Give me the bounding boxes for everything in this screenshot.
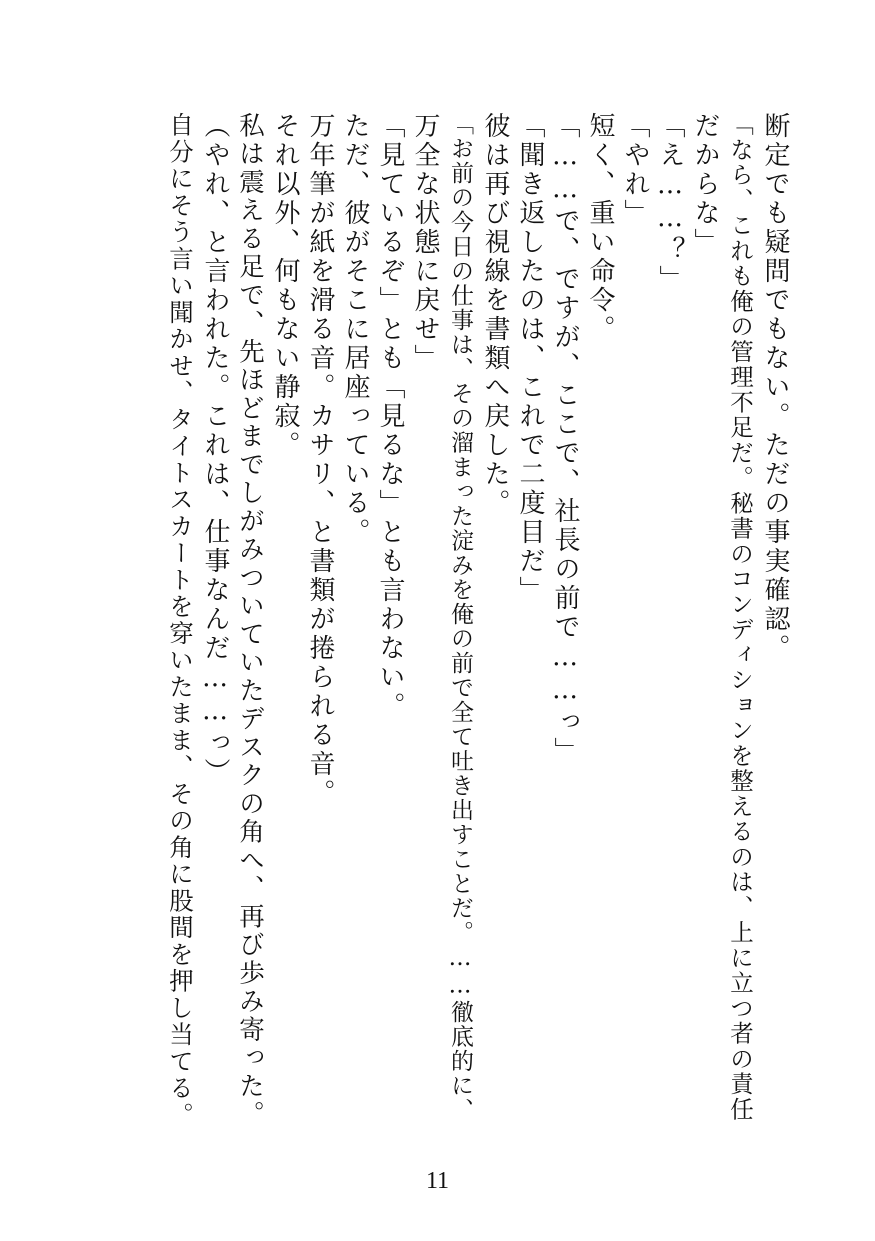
text-line: 彼は再び視線を書類へ戻した。 xyxy=(480,112,510,518)
text-line: 短く、重い命令。 xyxy=(585,112,615,344)
text-line: 断定でも疑問でもない。ただの事実確認。 xyxy=(760,112,790,663)
text-line: 私は震える足で、先ほどまでしがみついていたデスクの角へ、再び歩み寄った。 xyxy=(235,112,265,1129)
text-line: 「……で、ですが、ここで、社長の前で……っ」 xyxy=(550,112,580,766)
text-line: 万全な状態に戻せ」 xyxy=(410,112,440,373)
text-line: 自分にそう言い聞かせ、タイトスカートを穿いたまま、その角に股間を押し当てる。 xyxy=(166,112,195,1129)
text-line: 「聞き返したのは、これで二度目だ」 xyxy=(515,112,545,605)
text-line: 「なら、これも俺の管理不足だ。秘書のコンディションを整えるのは、上に立つ者の責任 xyxy=(726,112,754,1122)
text-line: （やれ、と言われた。これは、仕事なんだ……っ） xyxy=(200,112,230,787)
text-line: 「お前の今日の仕事は、その溜まった淀みを俺の前で全て吐き出すことだ。……徹底的に、 xyxy=(447,112,473,1123)
text-line: だからな」 xyxy=(690,112,720,257)
text-line: ただ、彼がそこに居座っている。 xyxy=(340,112,370,547)
text-line: それ以外、何もない静寂。 xyxy=(270,112,300,460)
page-number: 11 xyxy=(425,1168,450,1194)
text-line: 「やれ」 xyxy=(620,112,650,228)
text-line: 万年筆が紙を滑る音。カサリ、と書類が捲られる音。 xyxy=(305,112,335,808)
text-line: 「え……？」 xyxy=(655,112,685,294)
text-line: 「見ているぞ」とも「見るな」とも言わない。 xyxy=(375,112,405,721)
